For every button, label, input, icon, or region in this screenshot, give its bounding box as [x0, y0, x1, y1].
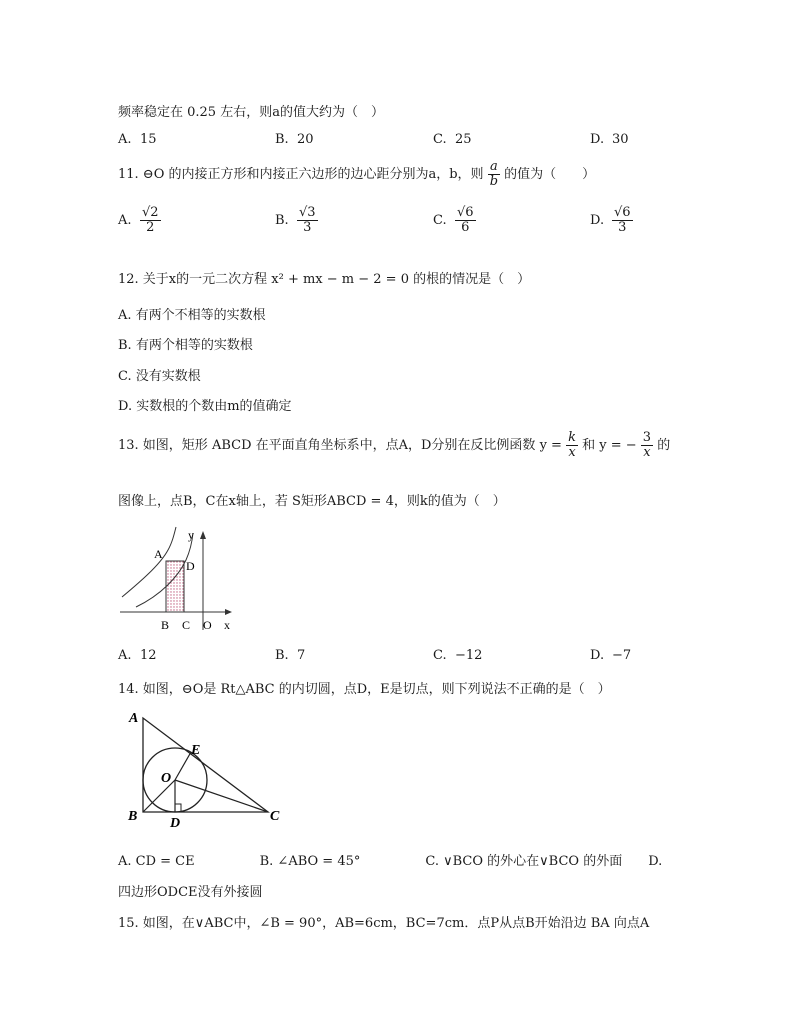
q13-fraction-3-over-x: $\frac{3}{x}$ [642, 430, 652, 460]
label-c: C [182, 618, 191, 632]
q12-option-a: A. 有两个不相等的实数根 [118, 308, 266, 323]
q13-option-b: B. 7 [275, 648, 306, 663]
q10-option-c: C. 25 [433, 132, 472, 147]
segment-oe [175, 752, 191, 780]
q13-stem-line2: 图像上，点B，C在x轴上，若 S矩形ABCD = 4，则k的值为（ ） [118, 494, 506, 509]
q11-stem: 11. ⊖O 的内接正方形和内接正六边形的边心距分别为a，b，则 $\frac{a}{b}$ 的值为（ ） [118, 159, 596, 189]
label-b: B [128, 809, 138, 824]
q10-option-b: B. 20 [275, 132, 314, 147]
q13-figure [116, 525, 246, 635]
y-axis-arrow [200, 531, 206, 539]
q13-option-d: D. −7 [590, 648, 632, 663]
label-a: A [154, 547, 163, 561]
q11-fraction: $\frac{a}{b}$ [489, 159, 499, 189]
q12-option-b: B. 有两个相等的实数根 [118, 338, 253, 353]
label-b: B [161, 618, 170, 632]
q11-option-b: B. $\frac{√3}{3}$ [275, 205, 316, 235]
segment-oc [175, 780, 268, 812]
q13-option-a: A. 12 [118, 648, 157, 663]
q12-stem: 12. 关于x的一元二次方程 x² + mx − m − 2 = 0 的根的情况是（ ） [118, 272, 531, 287]
label-e: E [191, 743, 201, 758]
label-o: O [203, 618, 212, 632]
label-y: y [188, 528, 194, 542]
triangle-abc [143, 718, 268, 812]
q14-option-d-continued: 四边形ODCE没有外接圆 [118, 885, 263, 900]
q12-option-d: D. 实数根的个数由m的值确定 [118, 399, 292, 414]
q12-option-c: C. 没有实数根 [118, 369, 201, 384]
q10-option-d: D. 30 [590, 132, 629, 147]
q10-option-a: A. 15 [118, 132, 157, 147]
label-a: A [129, 711, 139, 726]
q13-option-c: C. −12 [433, 648, 483, 663]
q11-option-a: A. $\frac{√2}{2}$ [118, 205, 159, 235]
q14-options: A. CD = CE B. ∠ABO = 45° C. ∨BCO 的外心在∨BCO 的外面 D. [118, 854, 663, 869]
q13-stem-line1: 13. 如图，矩形 ABCD 在平面直角坐标系中，点A，D分别在反比例函数 y = $\frac{k}{x}$ 和 y = − $\frac{3}{x}$ 的 [118, 430, 671, 460]
q15-stem: 15. 如图，在∨ABC中，∠B = 90°，AB=6cm，BC=7cm．点P从点B开始沿边 BA 向点A [118, 916, 650, 931]
x-axis-arrow [225, 609, 232, 615]
label-d: D [170, 816, 181, 831]
q10-stem-tail: 频率稳定在 0.25 左右，则a的值大约为（ ） [118, 105, 384, 120]
q11-option-d: D. $\frac{√6}{3}$ [590, 205, 631, 235]
label-c: C [270, 809, 280, 824]
right-angle-mark-d [175, 804, 181, 812]
q13-fraction-k-over-x: $\frac{k}{x}$ [568, 430, 576, 460]
label-o: O [161, 771, 172, 786]
q14-figure [125, 708, 290, 833]
q11-option-c: C. $\frac{√6}{6}$ [433, 205, 474, 235]
q14-stem: 14. 如图，⊖O是 Rt△ABC 的内切圆，点D，E是切点，则下列说法不正确的是（ ） [118, 682, 611, 697]
label-d: D [186, 559, 195, 573]
label-x: x [224, 618, 230, 632]
